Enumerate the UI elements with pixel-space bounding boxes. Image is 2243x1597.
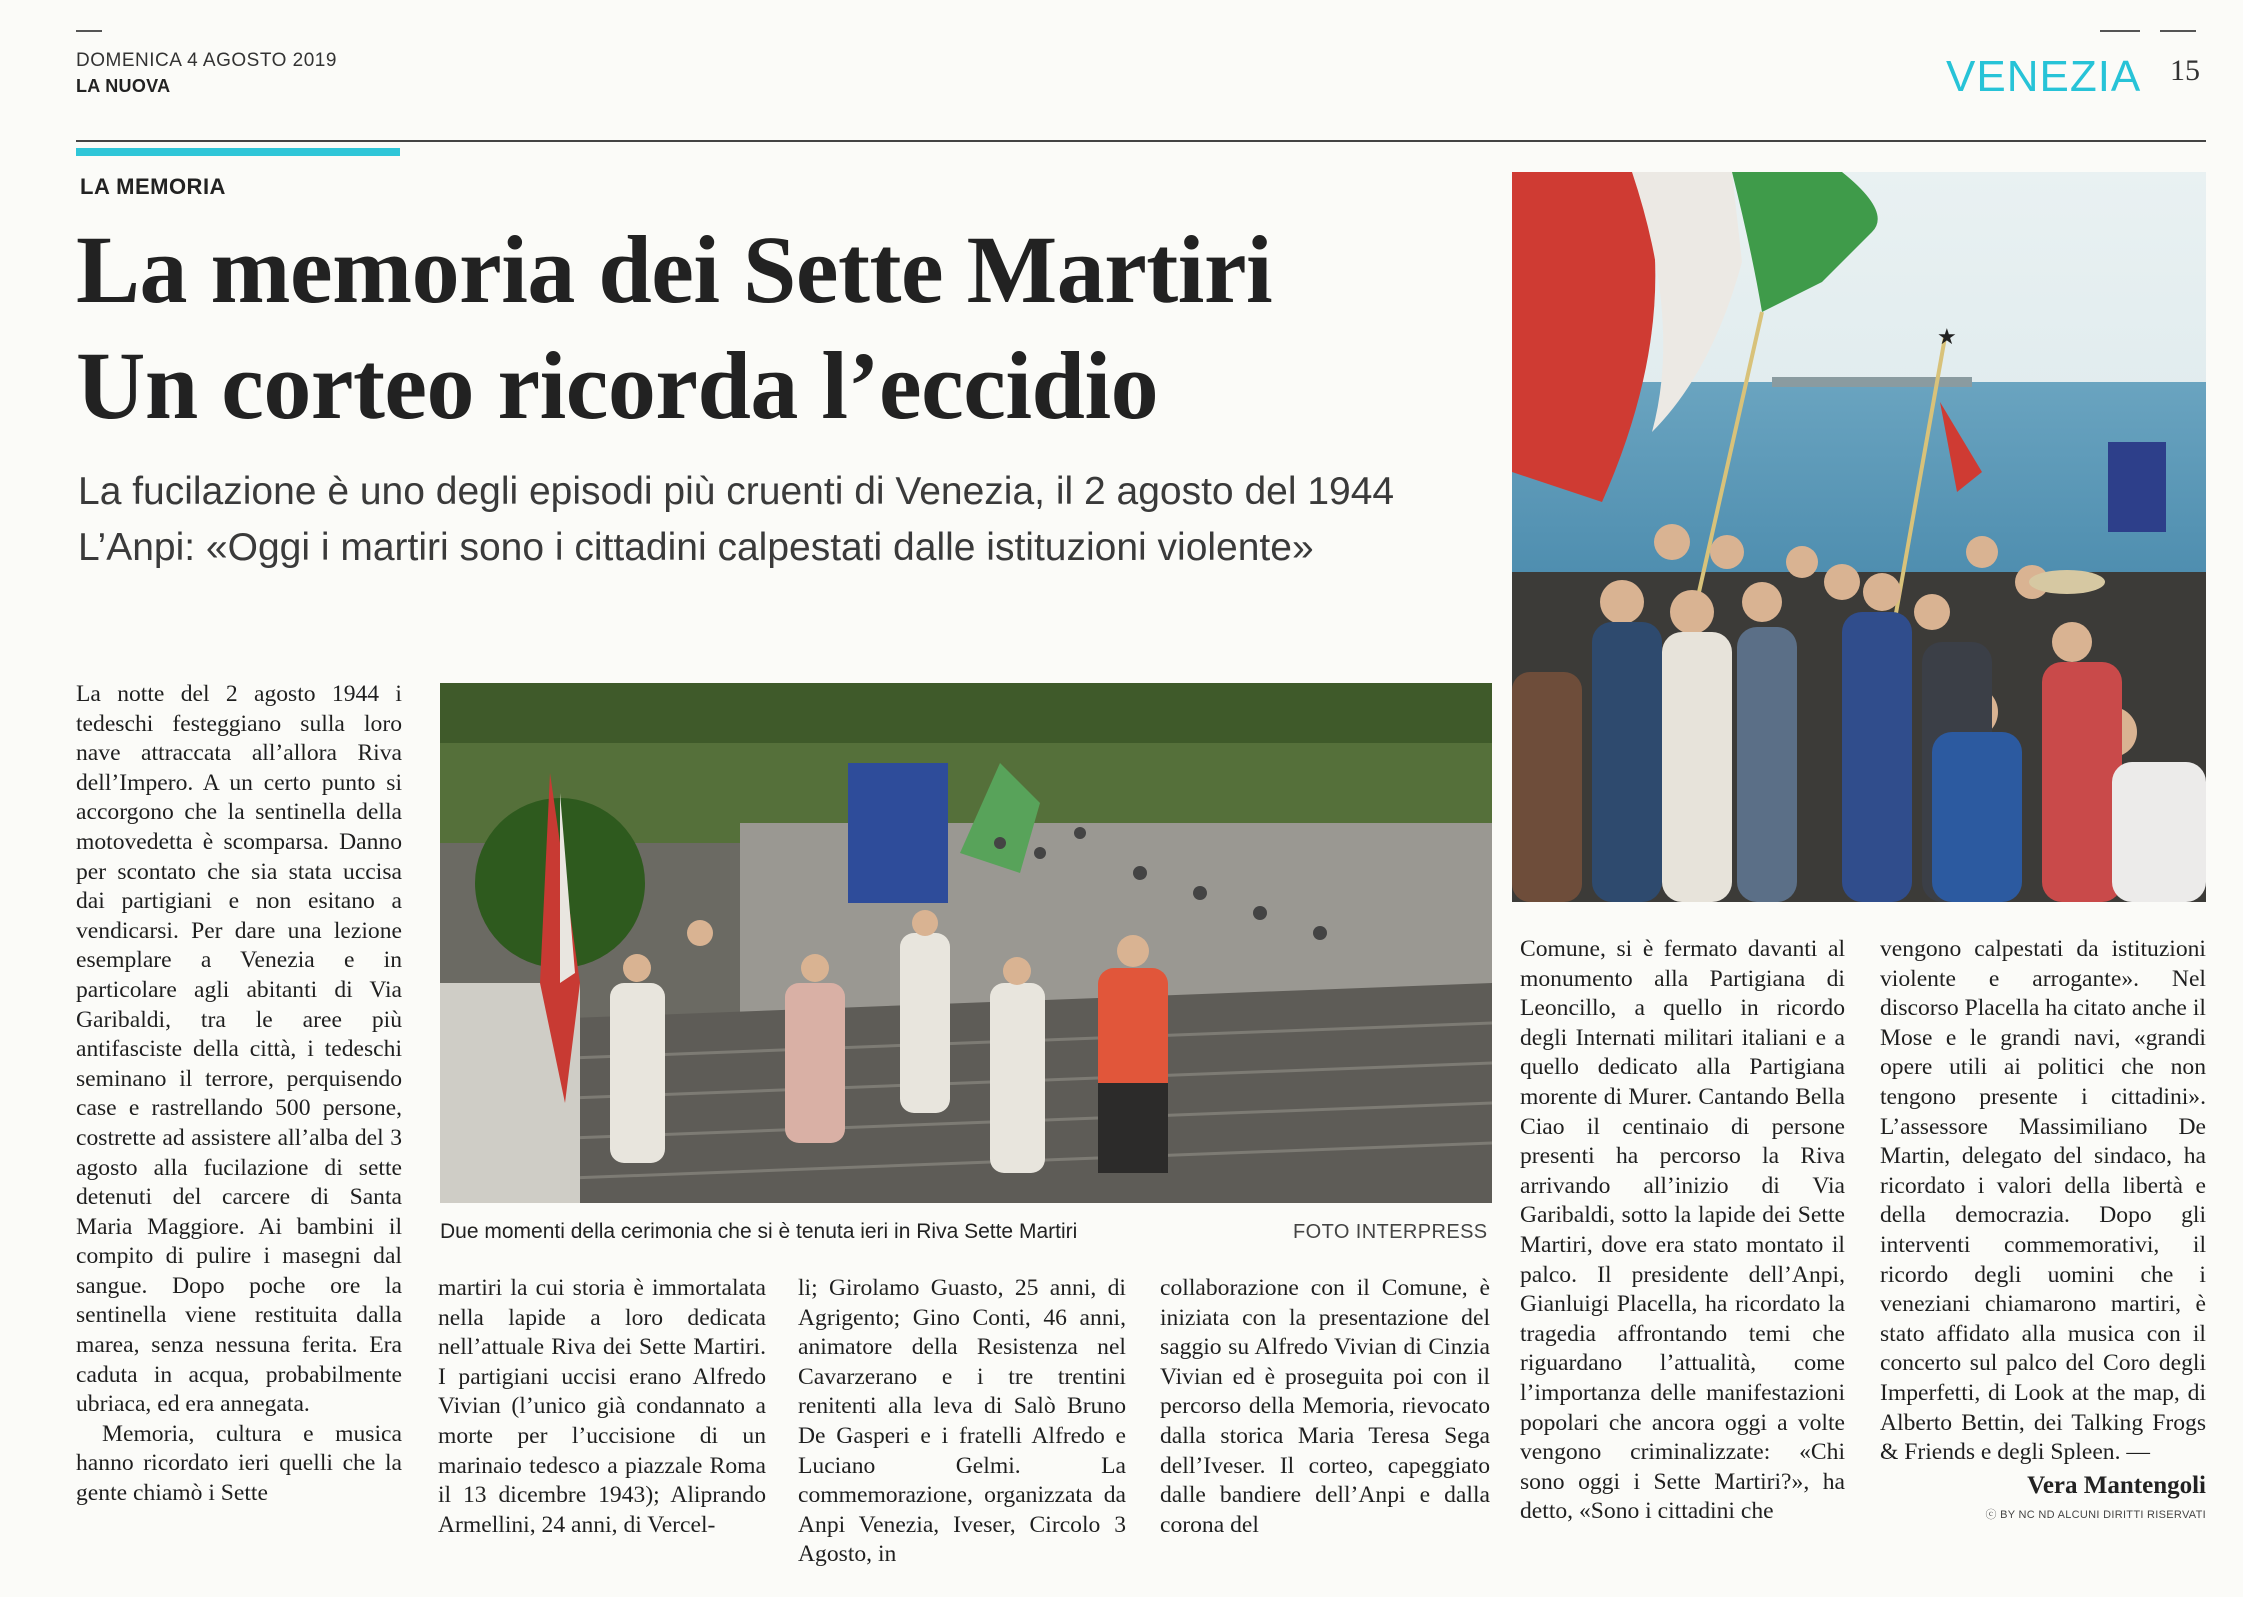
crowd-flags-image <box>1512 172 2206 902</box>
svg-text:★: ★ <box>1937 324 1957 349</box>
top-rule-left <box>76 30 102 32</box>
article-paragraph: collaborazione con il Comune, è iniziata con la presentazione del saggio su Alfredo Vivian di Cinzia Vivian ed è proseguita poi con il percorso della Memoria, rievocato dalla storica Maria Teresa Sega dell’Iveser. Il corteo, capeggiato dalle bandiere dell’Anpi e dalla corona del <box>1160 1275 1490 1538</box>
article-column-2 <box>438 1274 766 1540</box>
author-byline: Vera Mantengoli <box>2027 1471 2206 1499</box>
section-title: VENEZIA <box>1946 52 2142 101</box>
page-number: 15 <box>2170 54 2200 87</box>
license-text: BY NC ND ALCUNI DIRITTI RISERVATI <box>2000 1508 2206 1521</box>
headline-line-1: La memoria dei Sette Martiri <box>76 216 1273 323</box>
issue-date: DOMENICA 4 AGOSTO 2019 <box>76 50 337 71</box>
photo-crowd-flags <box>1512 172 2206 902</box>
newspaper-name: LA NUOVA <box>76 76 171 96</box>
article-subhead <box>78 464 1394 576</box>
top-rule-right <box>2100 30 2140 32</box>
article-headline <box>76 212 1272 444</box>
top-rule-right-2 <box>2160 30 2196 32</box>
article-column-6 <box>1880 935 2206 1522</box>
article-column-4 <box>1160 1274 1490 1540</box>
creative-commons-icon: ⓒ <box>1985 1508 2001 1521</box>
article-paragraph: li; Girolamo Guasto, 25 anni, di Agrigento; Gino Conti, 46 anni, animatore della Resistenza nel Cavarzerano e i tre trentini renitenti alla leva di Salò Bruno De Gasperi e i fratelli Alfredo e Luciano Gelmi. La commemorazione, organizzata da Anpi Venezia, Iveser, Circolo 3 Agosto, in <box>798 1275 1126 1568</box>
headline-line-2: Un corteo ricorda l’eccidio <box>76 332 1159 439</box>
photo-procession <box>440 683 1492 1203</box>
section-accent-bar <box>76 148 400 156</box>
article-paragraph: Memoria, cultura e musica hanno ricordato ieri quelli che la gente chiamò i Sette <box>76 1420 402 1507</box>
article-paragraph: martiri la cui storia è immortalata nella lapide a loro dedicata nell’attuale Riva dei Sette Martiri. I partigiani uccisi erano Alfredo Vivian (l’unico già condannato a morte per l’uccisione di un marinaio tedesco a piazzale Roma il 13 dicembre 1943); Aliprando Armellini, 24 anni, di Vercel- <box>438 1275 766 1538</box>
article-column-1 <box>76 680 402 1509</box>
procession-image <box>440 683 1492 1203</box>
subhead-line-2: L’Anpi: «Oggi i martiri sono i cittadini calpestati dalle istituzioni violente» <box>78 526 1314 569</box>
article-column-5 <box>1520 935 1845 1527</box>
header-rule <box>76 140 2206 142</box>
photo-credit: FOTO INTERPRESS <box>1293 1221 1488 1243</box>
subhead-line-1: La fucilazione è uno degli episodi più cruenti di Venezia, il 2 agosto del 1944 <box>78 470 1395 513</box>
article-paragraph: Comune, si è fermato davanti al monumento alla Partigiana di Leoncillo, a quello in ricordo degli Internati militari italiani e a quello dedicato alla Partigiana morente di Murer. Cantando Bella Ciao il centinaio di persone presenti ha percorso la Riva arrivando all’inizio di Via Garibaldi, sotto la lapide dei Sette Martiri, dove era stato montato il palco. Il presidente dell’Anpi, Gianluigi Placella, ha ricordato la tragedia affrontando temi che riguardano l’attualità, come l’importanza delle manifestazioni popolari che ancora oggi a volte vengono criminalizzate: «Chi sono oggi i Sette Martiri?», ha detto, «Sono i cittadini che <box>1520 936 1845 1525</box>
photo-caption: Due momenti della cerimonia che si è tenuta ieri in Riva Sette Martiri <box>440 1220 1078 1243</box>
article-paragraph: La notte del 2 agosto 1944 i tedeschi festeggiano sulla loro nave attraccata all’allora Riva dell’Impero. A un certo punto si accorgono che la sentinella della motovedetta è scomparsa. Danno per scontato che sia stata uccisa dai partigiani e non esitano a vendicarsi. Per dare una lezione esemplare a Venezia e in particolare agli abitanti di Via Garibaldi, tra le aree più antifasciste della città, i tedeschi seminano il terrore, perquisendo case e rastrellando 500 persone, costrette ad assistere all’alba del 3 agosto alla fucilazione di sette detenuti del carcere di Santa Maria Maggiore. Ai bambini il compito di pulire i masegni dal sangue. Dopo poche ore la sentinella viene restituita dalla marea, senza nessuna ferita. Era caduta in acqua, probabilmente ubriaca, ed era annegata. <box>76 681 402 1418</box>
article-paragraph: vengono calpestati da istituzioni violente e arrogante». Nel discorso Placella ha citato anche il Mose e le grandi navi, «grandi opere utili ai politici che non tengono presente i cittadini». L’assessore Massimiliano De Martin, delegato del sindaco, ha ricordato i valori della libertà e della democrazia. Dopo gli interventi commemorativi, il ricordo degli uomini che i veneziani chiamarono martiri, è stato affidato alla musica con il concerto sul palco del Coro degli Imperfetti, di Look at the map, di Alberto Bettin, dei Talking Frogs & Friends e degli Spleen. — <box>1880 936 2206 1466</box>
license-note <box>1880 1506 2206 1522</box>
article-kicker: LA MEMORIA <box>80 174 226 199</box>
article-column-3 <box>798 1274 1126 1570</box>
